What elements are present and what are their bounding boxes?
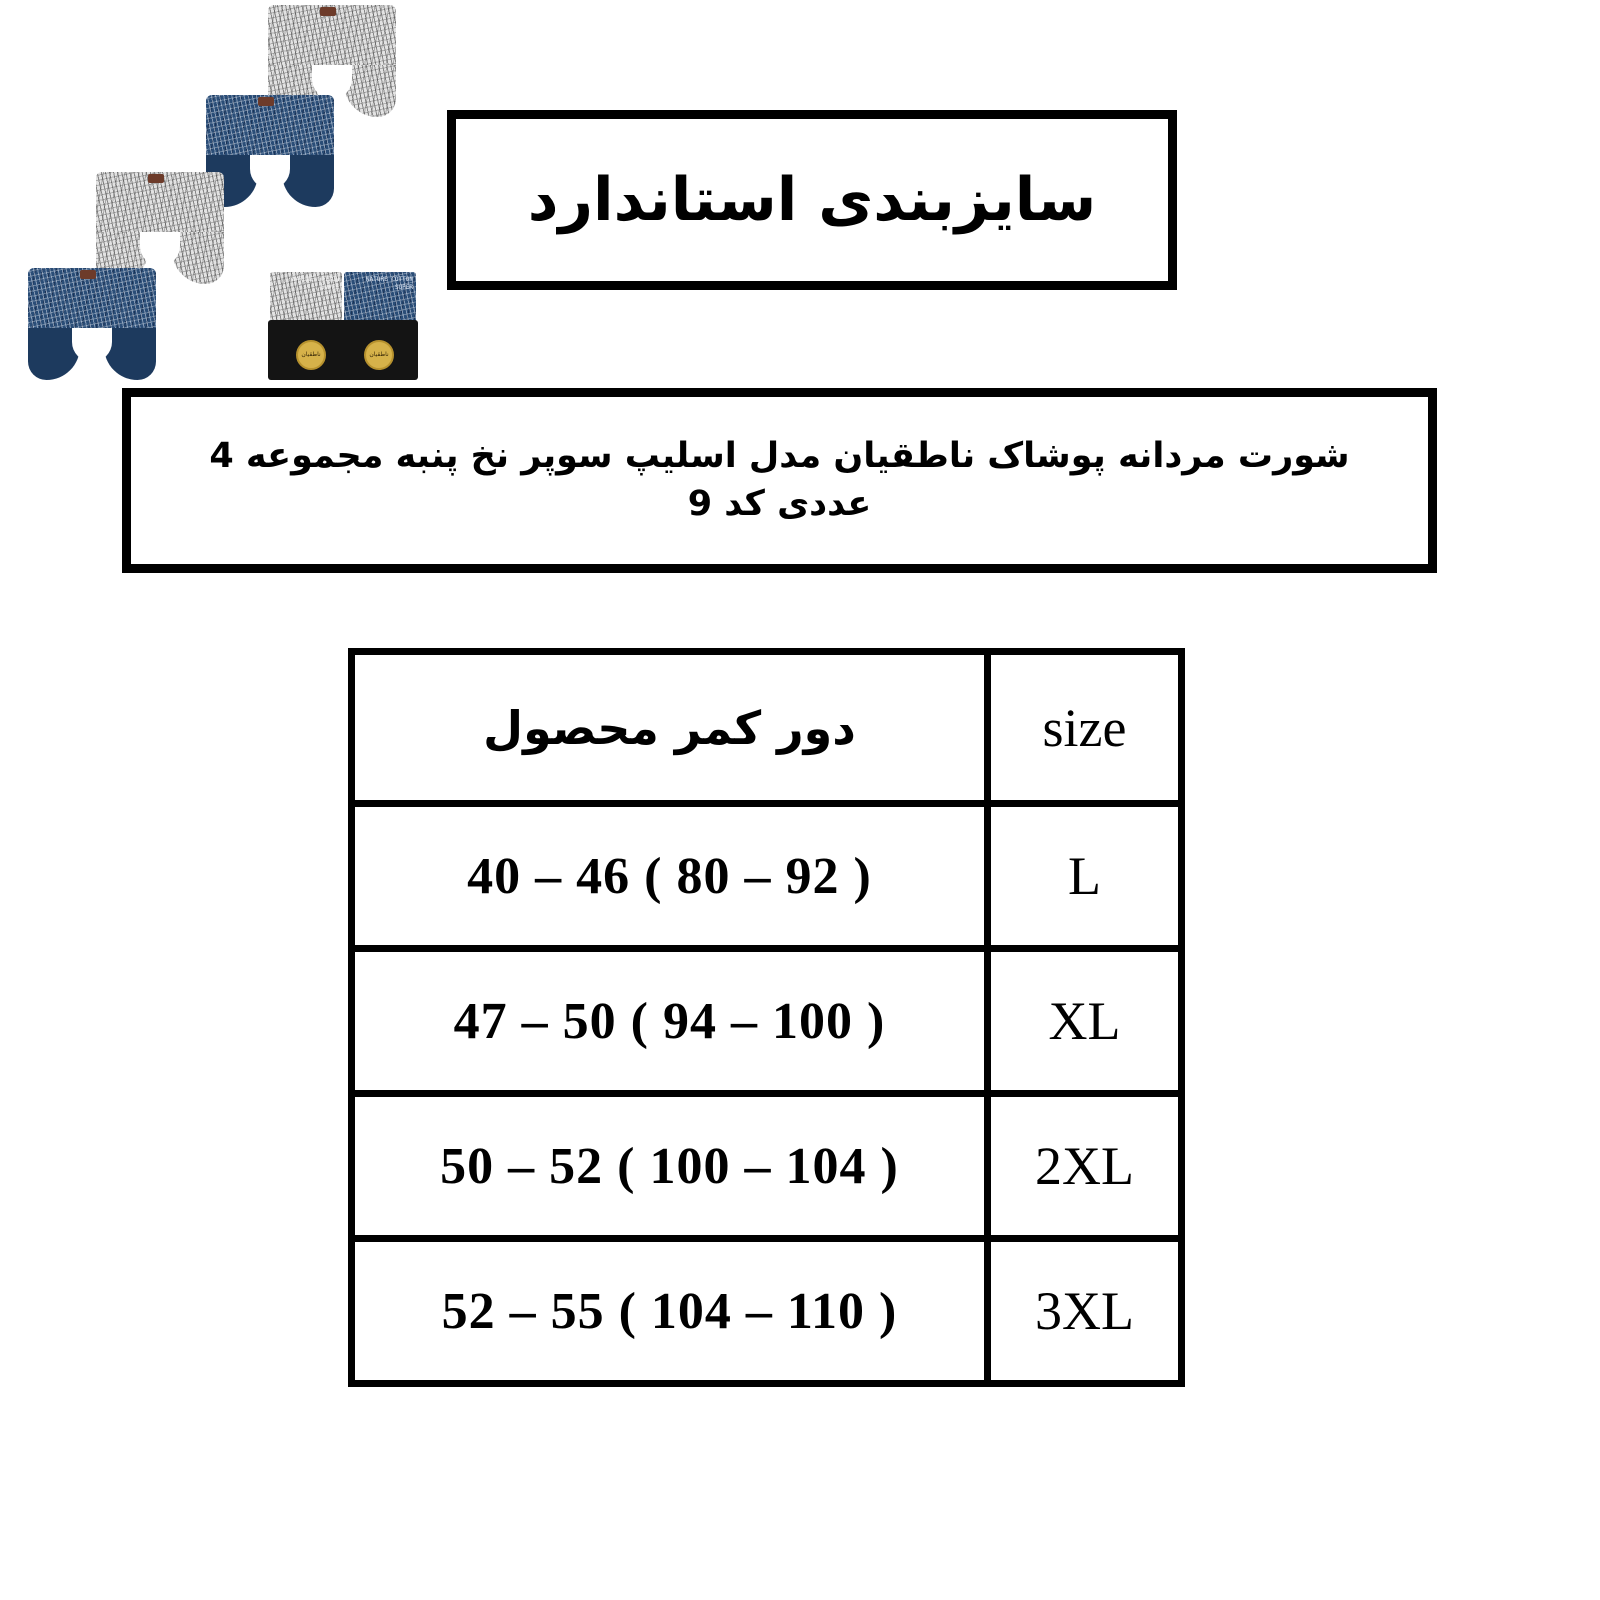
brand-tag-icon (80, 270, 96, 279)
gold-seal-left-icon (296, 340, 326, 370)
page-title: سایزبندی استاندارد (527, 165, 1097, 235)
gift-box-base (268, 320, 418, 380)
product-gift-box (268, 272, 418, 380)
brief-legs (28, 328, 156, 380)
table-row (352, 1094, 1182, 1239)
table-row (352, 804, 1182, 949)
cell-size: 3XL (988, 1239, 1182, 1384)
cell-size: 2XL (988, 1094, 1182, 1239)
product-image-group (10, 0, 420, 390)
cell-waist: 47 – 50 ( 94 – 100 ) (352, 949, 988, 1094)
seal-left-text: ناطقیان (301, 351, 321, 358)
gold-seal-right-icon (364, 340, 394, 370)
product-description: شورت مردانه پوشاک ناطقیان مدل اسلیپ سوپر نخ پنبه مجموعه 4 عددی کد 9 (209, 436, 1350, 524)
cell-waist: 52 – 55 ( 104 – 110 ) (352, 1239, 988, 1384)
box-label-left: NATURE COTTON SUPER (292, 276, 339, 291)
header-size: size (988, 652, 1182, 804)
product-description-box (122, 388, 1437, 573)
brief-legs (206, 155, 334, 207)
header-waist: دور کمر محصول (352, 652, 988, 804)
title-box (447, 110, 1177, 290)
cell-size: XL (988, 949, 1182, 1094)
brief-navy-top (206, 95, 334, 207)
cell-size: L (988, 804, 1182, 949)
brand-tag-icon (258, 97, 274, 106)
seal-right-text: ناطقیان (369, 351, 389, 358)
brand-tag-icon (148, 174, 164, 183)
table-row (352, 949, 1182, 1094)
size-chart-table (348, 648, 1185, 1387)
brand-tag-icon (320, 7, 336, 16)
cell-waist: 50 – 52 ( 100 – 104 ) (352, 1094, 988, 1239)
box-label-right: NATURE COTTON SUPER (366, 276, 413, 291)
brief-navy-bottom (28, 268, 156, 380)
table-row (352, 1239, 1182, 1384)
table-header-row (352, 652, 1182, 804)
cell-waist: 40 – 46 ( 80 – 92 ) (352, 804, 988, 949)
